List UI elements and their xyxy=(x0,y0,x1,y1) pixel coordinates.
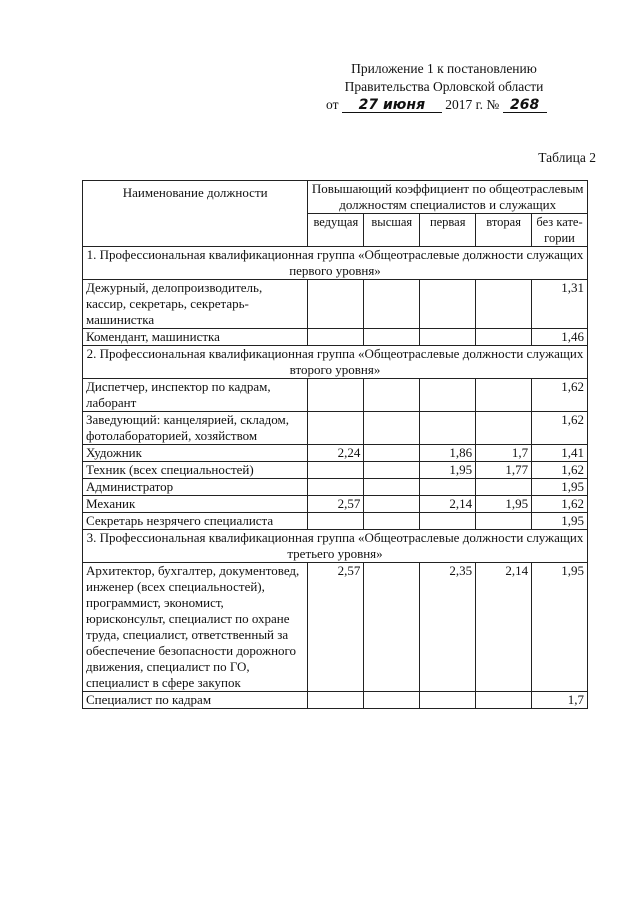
coefficient-cell xyxy=(476,329,532,346)
table-row xyxy=(83,563,588,692)
coefficient-cell xyxy=(364,496,420,513)
category-header: высшая xyxy=(364,214,420,247)
position-name: Специалист по кадрам xyxy=(83,692,308,709)
table-row xyxy=(83,496,588,513)
coefficient-table xyxy=(82,180,588,709)
coefficient-cell xyxy=(476,280,532,329)
date-line xyxy=(326,96,576,114)
category-header: первая xyxy=(420,214,476,247)
coefficient-cell xyxy=(420,513,476,530)
coefficient-cell xyxy=(476,513,532,530)
coefficient-cell xyxy=(364,563,420,692)
coefficient-cell: 2,57 xyxy=(308,563,364,692)
table-row xyxy=(83,479,588,496)
date-prefix: от xyxy=(326,97,339,112)
table-row xyxy=(83,412,588,445)
coefficient-cell xyxy=(308,280,364,329)
position-name: Техник (всех специальностей) xyxy=(83,462,308,479)
coefficient-cell xyxy=(308,379,364,412)
coefficient-cell: 1,62 xyxy=(532,412,588,445)
coefficient-cell: 1,46 xyxy=(532,329,588,346)
group-title: 1. Профессиональная квалификационная группа «Общеотраслевые должности служащих первого уровня» xyxy=(83,247,588,280)
position-name: Механик xyxy=(83,496,308,513)
coefficient-cell xyxy=(420,280,476,329)
coefficient-cell: 1,62 xyxy=(532,379,588,412)
coefficient-cell: 1,31 xyxy=(532,280,588,329)
coefficient-cell: 2,35 xyxy=(420,563,476,692)
coefficient-cell: 1,7 xyxy=(476,445,532,462)
category-header: без кате-гории xyxy=(532,214,588,247)
coefficient-cell xyxy=(308,412,364,445)
coefficient-cell: 1,95 xyxy=(420,462,476,479)
table-header-row xyxy=(83,181,588,214)
coefficient-cell: 2,24 xyxy=(308,445,364,462)
coefficient-cell xyxy=(308,462,364,479)
coefficient-cell xyxy=(364,412,420,445)
handwritten-date: 27 июня xyxy=(342,98,442,113)
coefficient-cell: 1,7 xyxy=(532,692,588,709)
position-name: Архитектор, бухгалтер, документовед, инженер (всех специальностей), программист, экономист, юрисконсульт, специалист по охране труда, специалист, ответственный за обеспечение безопасности дорожного движения, специалист по ГО, специалист в сфере закупок xyxy=(83,563,308,692)
position-name: Дежурный, делопроизводитель, кассир, секретарь, секретарь-машинистка xyxy=(83,280,308,329)
coefficient-cell xyxy=(476,692,532,709)
position-name: Диспетчер, инспектор по кадрам, лаборант xyxy=(83,379,308,412)
coefficient-cell xyxy=(364,479,420,496)
table-row xyxy=(83,692,588,709)
table-row xyxy=(83,280,588,329)
position-name: Заведующий: канцелярией, складом, фотолабораторией, хозяйством xyxy=(83,412,308,445)
coefficient-cell xyxy=(476,379,532,412)
category-header: вторая xyxy=(476,214,532,247)
coefficient-cell xyxy=(420,379,476,412)
column-header-coefficient: Повышающий коэффициент по общеотраслевым должностям специалистов и служащих xyxy=(308,181,588,214)
coefficient-cell xyxy=(308,513,364,530)
table-row xyxy=(83,445,588,462)
position-name: Секретарь незрячего специалиста xyxy=(83,513,308,530)
coefficient-cell: 1,62 xyxy=(532,462,588,479)
coefficient-cell xyxy=(420,412,476,445)
table-row xyxy=(83,329,588,346)
group-title: 3. Профессиональная квалификационная группа «Общеотраслевые должности служащих третьего уровня» xyxy=(83,530,588,563)
coefficient-cell xyxy=(476,412,532,445)
column-header-name: Наименование должности xyxy=(83,181,308,247)
header-line-2: Правительства Орловской области xyxy=(344,79,544,94)
coefficient-cell: 1,95 xyxy=(476,496,532,513)
coefficient-cell xyxy=(364,462,420,479)
coefficient-cell xyxy=(364,329,420,346)
coefficient-cell: 1,41 xyxy=(532,445,588,462)
table-row xyxy=(83,462,588,479)
coefficient-cell xyxy=(308,479,364,496)
coefficient-cell: 1,95 xyxy=(532,513,588,530)
category-header: ведущая xyxy=(308,214,364,247)
table-row xyxy=(83,379,588,412)
position-name: Комендант, машинистка xyxy=(83,329,308,346)
coefficient-cell xyxy=(364,692,420,709)
group-header-row xyxy=(83,530,588,563)
coefficient-cell xyxy=(364,513,420,530)
coefficient-cell xyxy=(420,329,476,346)
coefficient-cell: 2,14 xyxy=(476,563,532,692)
coefficient-cell: 2,57 xyxy=(308,496,364,513)
document-header xyxy=(324,60,564,96)
coefficient-cell xyxy=(476,479,532,496)
coefficient-cell xyxy=(364,280,420,329)
position-name: Администратор xyxy=(83,479,308,496)
coefficient-cell: 1,77 xyxy=(476,462,532,479)
coefficient-cell xyxy=(364,379,420,412)
table-label: Таблица 2 xyxy=(538,150,596,165)
coefficient-cell: 1,95 xyxy=(532,479,588,496)
coefficient-cell: 1,95 xyxy=(532,563,588,692)
year-label: 2017 г. № xyxy=(445,97,500,112)
coefficient-cell xyxy=(420,479,476,496)
coefficient-cell: 1,86 xyxy=(420,445,476,462)
coefficient-cell xyxy=(308,329,364,346)
coefficient-cell xyxy=(308,692,364,709)
coefficient-cell xyxy=(420,692,476,709)
group-header-row xyxy=(83,346,588,379)
handwritten-number: 268 xyxy=(503,98,547,113)
coefficient-cell: 1,62 xyxy=(532,496,588,513)
coefficient-cell: 2,14 xyxy=(420,496,476,513)
coefficient-cell xyxy=(364,445,420,462)
header-line-1: Приложение 1 к постановлению xyxy=(351,61,537,76)
position-name: Художник xyxy=(83,445,308,462)
table-row xyxy=(83,513,588,530)
group-header-row xyxy=(83,247,588,280)
group-title: 2. Профессиональная квалификационная группа «Общеотраслевые должности служащих второго уровня» xyxy=(83,346,588,379)
